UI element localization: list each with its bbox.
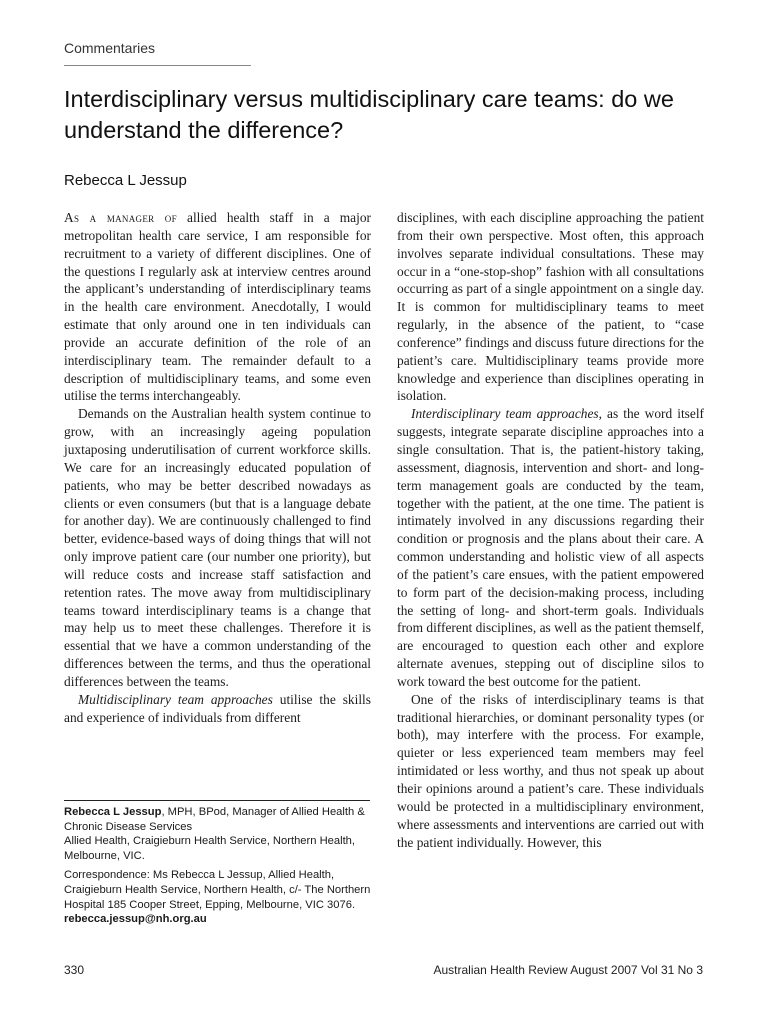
section-divider [64,65,251,66]
paragraph [397,405,704,691]
paragraph-text: allied health staff in a major metropolitan health care service, I am responsible for recruitment to a variety of different disciplines. One of the questions I regularly ask at interview centres around the applicant’s understanding of interdisciplinary teams in the health care environment. Anecdotally, I would estimate that only around one in ten individuals can provide an accurate definition of the role of an interdisciplinary team. The remainder default to a description of multidisciplinary teams, and some even utilise the terms interchangeably. [64,210,371,404]
emphasis-term: Multidisciplinary team approaches [78,691,273,707]
author-affiliation [64,805,374,932]
body-column-left [64,209,371,726]
affiliation-organisation: Allied Health, Craigieburn Health Service, Northern Health, Melbourne, VIC. [64,835,356,862]
correspondence-line [64,868,374,926]
journal-citation: Australian Health Review August 2007 Vol 31 No 3 [433,963,703,977]
paragraph [64,209,371,405]
article-title: Interdisciplinary versus multidisciplinary care teams: do we understand the difference? [64,86,674,143]
affiliation-divider [64,800,370,801]
affiliation-line [64,805,374,863]
affiliation-name: Rebecca L Jessup [64,806,162,818]
emphasis-term: Interdisciplinary team approaches [411,406,599,422]
section-label: Commentaries [64,40,156,56]
correspondence-email: rebecca.jessup@nh.org.au [64,913,207,926]
correspondence-address: Correspondence: Ms Rebecca L Jessup, Allied Health, Craigieburn Health Service, Northern Health, c/- The Northern Hospital 185 Cooper Street, Epping, Melbourne, VIC 3076. [64,869,371,911]
lead-in-text: As a manager of [64,210,177,225]
article-author: Rebecca L Jessup [64,172,187,189]
body-column-right [397,209,704,851]
affiliation-credentials: , MPH, BPod, Manager of Allied Health & Chronic Disease Services [64,806,365,833]
paragraph-text: , as the word itself suggests, integrate separate discipline approaches into a single consultation. That is, the patient-history taking, assessment, diagnosis, intervention and short- and long-term management goals are conducted by the team, together with the patient, at the one time. The patient is intimately involved in any discussions regarding their condition or prognosis and the plans about their care. A common understanding and holistic view of all aspects of the patient’s care ensues, with the patient empowered to form part of the decision-making process, including the setting of long- and short-term goals. Individuals from different disciplines, as well as the patient themself, are encouraged to question each other and explore alternate avenues, stepping out of discipline silos to work toward the best outcome for the patient. [397,406,704,689]
paragraph: Demands on the Australian health system continue to grow, with an increasingly ageing population juxtaposing underutilisation of current workforce skills. We care for an increasingly educated population of patients, who may be better described nowadays as clients or even consumers (but that is a language debate for another day). We are continuously challenged to find better, evidence-based ways of doing things that will not only improve patient care (our number one priority), but will reduce costs and increase staff satisfaction and retention rates. The move away from multidisciplinary teams toward interdisciplinary teams is a change that may help us to meet these challenges. Therefore it is essential that we have a common understanding of the differences between the terms, and thus the operational differences between the teams. [64,406,371,689]
paragraph-text: utilise the skills and experience of individuals from different [64,691,371,725]
paragraph: One of the risks of interdisciplinary teams is that traditional hierarchies, or dominant personality types (or both), may interfere with the process. For example, quieter or less experienced team members may feel intimidated or less worthy, and thus not speak up about their opinions around a patient’s care. These individuals would be protected in a multidisciplinary environment, where assessments and interventions are carried out with the patient individually. However, this [397,691,704,850]
page-number: 330 [64,963,85,977]
paragraph [64,691,371,727]
paragraph: disciplines, with each discipline approaching the patient from their own perspective. Most often, this approach involves separate individual consultations. These may occur in a “one-stop-shop” fashion with all consultations occurring as part of a single appointment on a single day. It is common for multidisciplinary teams to meet regularly, in the absence of the patient, to “case conference” findings and discuss future directions for the patient’s care. Multidisciplinary teams provide more knowledge and experience than disciplines operating in isolation. [397,210,704,404]
